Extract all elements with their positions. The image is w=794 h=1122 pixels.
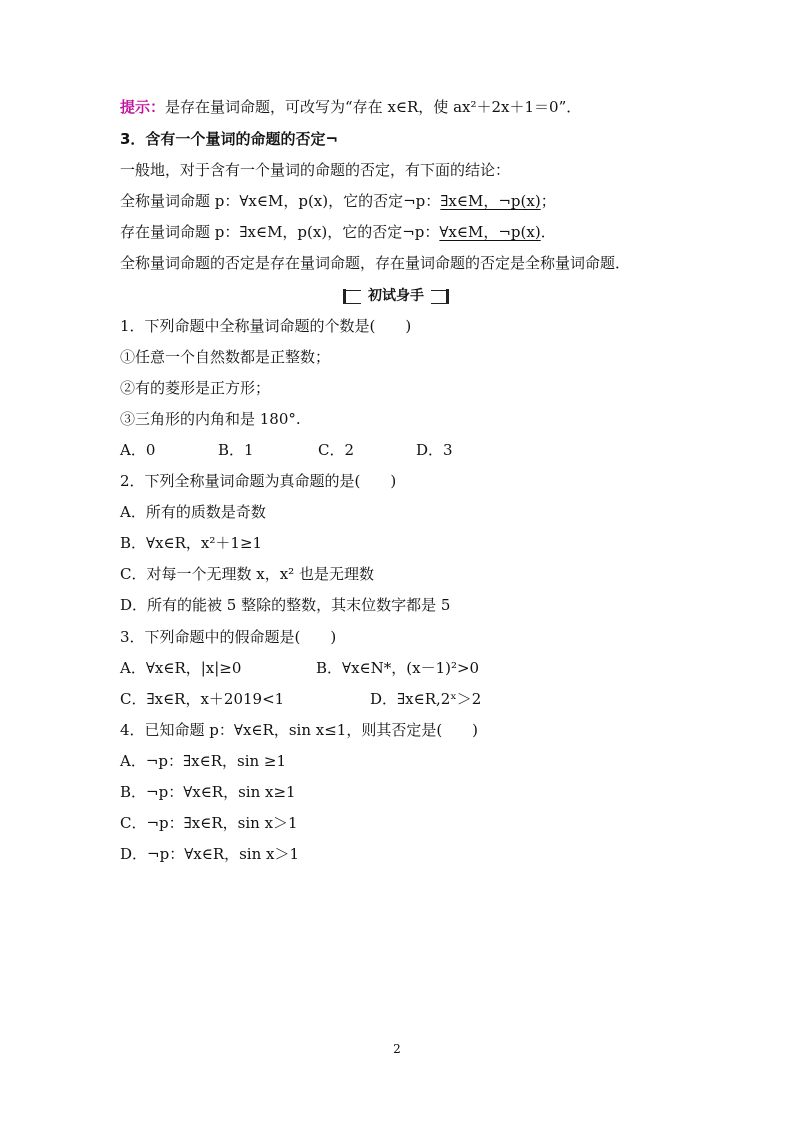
q1-item-2: ②有的菱形是正方形； (120, 379, 271, 397)
q4-option-c: C．¬p：∃x∈R，sin x＞1 (120, 814, 298, 832)
q2-option-d: D．所有的能被 5 整除的整数，其末位数字都是 5 (120, 596, 451, 614)
q3-option-b: B．∀x∈N*，(x－1)²>0 (316, 659, 480, 677)
q1-option-b: B．1 (218, 441, 254, 459)
existential-negation-answer: ∀x∈M，¬p(x) (439, 223, 541, 241)
hint-text: 是存在量词命题，可改写为“存在 x∈R，使 ax²＋2x＋1＝0”． (165, 98, 582, 116)
universal-negation-answer: ∃x∈M，¬p(x) (440, 192, 541, 210)
universal-prefix: 全称量词命题 p：∀x∈M，p(x)，它的否定¬p： (120, 192, 441, 210)
q2-option-a: A．所有的质数是奇数 (120, 503, 266, 521)
existential-end: ． (540, 223, 556, 241)
banner-left-cap (343, 289, 346, 303)
q4-option-b: B．¬p：∀x∈R，sin x≥1 (120, 783, 296, 801)
q1-item-3: ③三角形的内角和是 180°. (120, 410, 301, 428)
q1-option-d: D．3 (416, 441, 453, 459)
q4-stem: 4．已知命题 p：∀x∈R，sin x≤1，则其否定是( ) (120, 721, 479, 739)
hint-label: 提示： (120, 98, 166, 116)
universal-negation-line (120, 191, 556, 211)
q4-option-d: D．¬p：∀x∈R，sin x＞1 (120, 845, 300, 863)
q1-stem: 1．下列命题中全称量词命题的个数是( ) (120, 317, 412, 335)
q2-stem: 2．下列全称量词命题为真命题的是( ) (120, 472, 397, 490)
q1-item-1: ①任意一个自然数都是正整数； (120, 348, 331, 366)
q3-option-c: C．∃x∈R，x＋2019<1 (120, 690, 285, 708)
section-conclusion: 全称量词命题的否定是存在量词命题，存在量词命题的否定是全称量词命题． (120, 254, 631, 272)
section-intro: 一般地，对于含有一个量词的命题的否定，有下面的结论： (120, 161, 511, 179)
q3-stem: 3．下列命题中的假命题是( ) (120, 628, 337, 646)
hint-line (120, 97, 581, 117)
universal-end: ； (540, 192, 556, 210)
q4-option-a: A．¬p：∃x∈R，sin ≥1 (120, 752, 287, 770)
q2-option-b: B．∀x∈R，x²＋1≥1 (120, 534, 263, 552)
existential-negation-line (120, 222, 556, 242)
q1-option-a: A．0 (120, 441, 156, 459)
section-title: 3．含有一个量词的命题的否定¬ (120, 130, 339, 148)
practice-banner (343, 287, 449, 305)
banner-right-cap (446, 289, 449, 303)
banner-title: 初试身手 (361, 287, 431, 305)
q3-option-d: D．∃x∈R,2ˣ＞2 (370, 690, 482, 708)
existential-prefix: 存在量词命题 p：∃x∈M，p(x)，它的否定¬p： (120, 223, 440, 241)
page-number: 2 (393, 1042, 401, 1056)
q3-option-a: A．∀x∈R，|x|≥0 (120, 659, 242, 677)
q1-option-c: C．2 (318, 441, 355, 459)
q2-option-c: C．对每一个无理数 x，x² 也是无理数 (120, 565, 374, 583)
